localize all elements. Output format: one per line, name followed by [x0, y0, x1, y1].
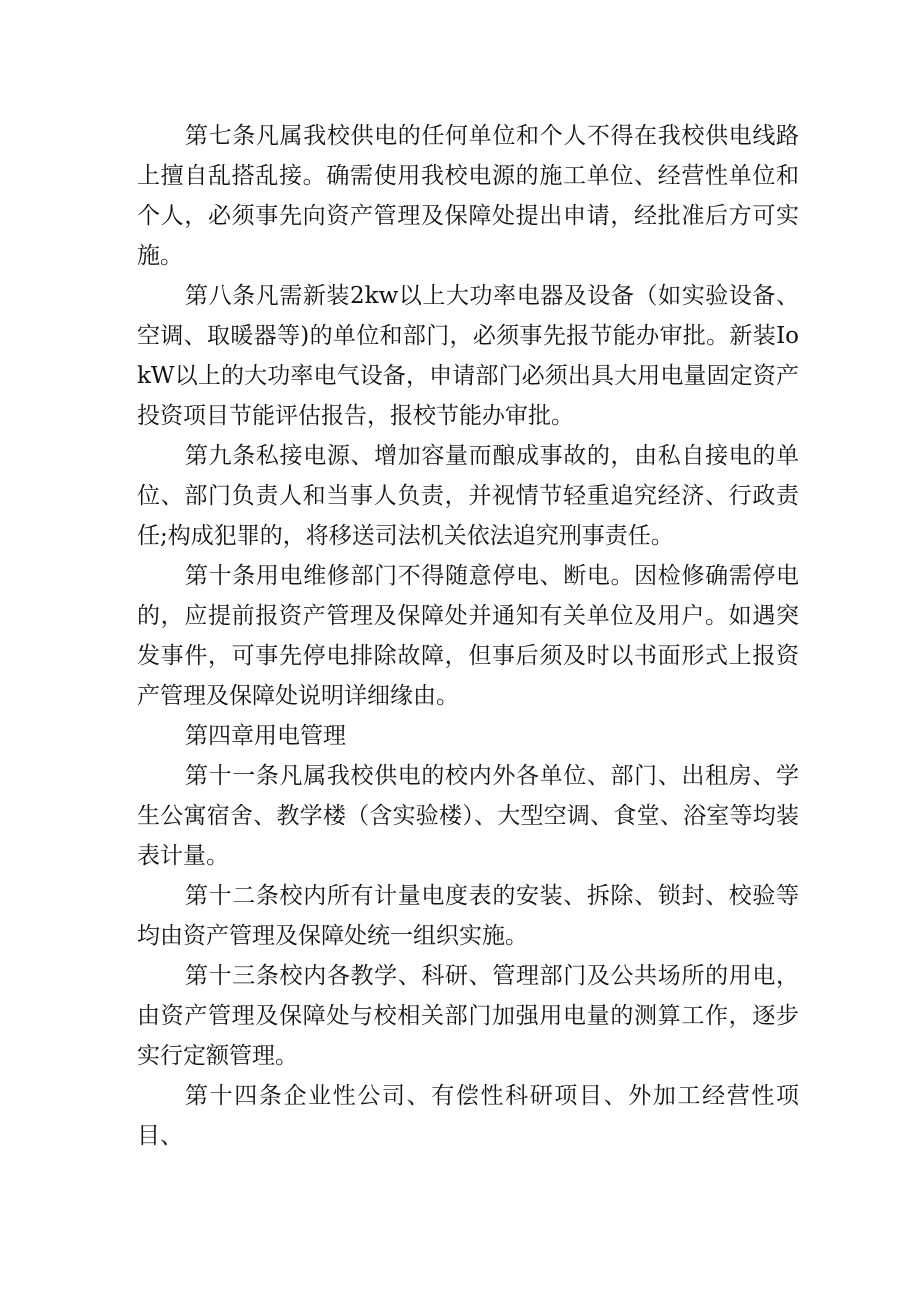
document-body: [137, 116, 799, 1156]
article-13-paragraph: 第十三条校内各教学、科研、管理部门及公共场所的用电，由资产管理及保障处与校相关部门加强用电量的测算工作，逐步实行定额管理。: [137, 963, 799, 1069]
article-14-paragraph: 第十四条企业性公司、有偿性科研项目、外加工经营性项目、: [137, 1083, 799, 1149]
article-7-paragraph: 第七条凡属我校供电的任何单位和个人不得在我校供电线路上擅自乱搭乱接。确需使用我校电源的施工单位、经营性单位和个人，必须事先向资产管理及保障处提出申请，经批准后方可实施。: [137, 123, 799, 269]
article-11-paragraph: 第十一条凡属我校供电的校内外各单位、部门、出租房、学生公寓宿舍、教学楼（含实验楼）、大型空调、食堂、浴室等均装表计量。: [137, 763, 799, 869]
article-10-paragraph: 第十条用电维修部门不得随意停电、断电。因检修确需停电的，应提前报资产管理及保障处并通知有关单位及用户。如遇突发事件，可事先停电排除故障，但事后须及时以书面形式上报资产管理及保障处说明详细缘由。: [137, 563, 799, 709]
article-12-paragraph: 第十二条校内所有计量电度表的安装、拆除、锁封、校验等均由资产管理及保障处统一组织实施。: [137, 883, 799, 949]
article-8-paragraph: 第八条凡需新装2kw以上大功率电器及设备（如实验设备、空调、取暖器等)的单位和部门，必须事先报节能办审批。新装IokW以上的大功率电气设备，申请部门必须出具大用电量固定资产投资项目节能评估报告，报校节能办审批。: [137, 283, 799, 429]
article-9-paragraph: 第九条私接电源、增加容量而酿成事故的，由私自接电的单位、部门负责人和当事人负责，并视情节轻重追究经济、行政责任;构成犯罪的，将移送司法机关依法追究刑事责任。: [137, 443, 799, 549]
chapter-4-heading: 第四章用电管理: [185, 723, 346, 749]
